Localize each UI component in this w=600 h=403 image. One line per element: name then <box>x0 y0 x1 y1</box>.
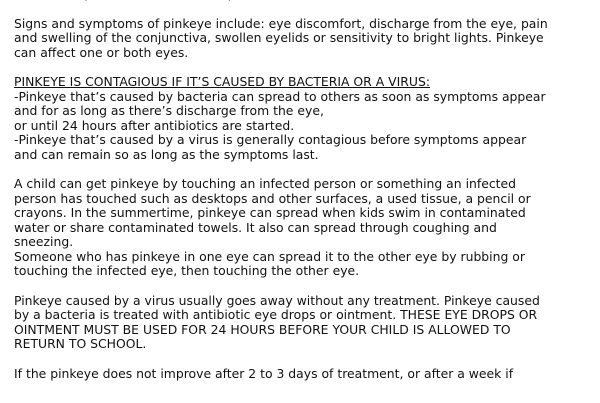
symptoms-line: Signs and symptoms of pinkeye include: eye discomfort, discharge from the eye, pain <box>14 15 548 31</box>
spread-paragraph <box>14 177 600 279</box>
spread-line: water or share contaminated towels. It also can spread through coughing and <box>14 219 497 235</box>
paragraph-gap <box>14 60 600 75</box>
paragraph-gap <box>14 279 600 294</box>
contagious-line: -Pinkeye that’s caused by bacteria can spread to others as soon as symptoms appear <box>14 88 546 104</box>
spread-line: touching the infected eye, then touching the other eye. <box>14 263 360 278</box>
spread-line: person has touched such as desktops and other surfaces, a used tissue, a pencil or <box>14 190 531 206</box>
spread-line: Someone who has pinkeye in one eye can spread it to the other eye by rubbing or <box>14 248 525 264</box>
spread-line: A child can get pinkeye by touching an infected person or something an infected <box>14 176 517 191</box>
paragraph-gap <box>14 2 600 17</box>
treatment-paragraph <box>14 294 600 352</box>
contagious-line: or until 24 hours after antibiotics are started. <box>14 117 295 133</box>
closing-line: If the pinkeye does not improve after 2 to 3 days of treatment, or after a week if <box>14 365 514 381</box>
treatment-line: OINTMENT MUST BE USED FOR 24 HOURS BEFORE YOUR CHILD IS ALLOWED TO <box>14 321 511 337</box>
contagious-line: and for as long as there’s discharge from the eye, <box>14 103 324 118</box>
contagious-line: and can remain so as long as the symptoms last. <box>14 146 319 162</box>
spread-line: sneezing. <box>14 234 74 249</box>
symptoms-line: and swelling of the conjunctiva, swollen eyelids or sensitivity to bright lights. Pinkeye <box>14 30 544 45</box>
spread-line: crayons. In the summertime, pinkeye can spread when kids swim in contaminated <box>14 205 526 220</box>
paragraph-gap <box>14 352 600 367</box>
contagious-section <box>14 75 600 162</box>
treatment-line: RETURN TO SCHOOL. <box>14 336 147 351</box>
document-page <box>14 0 600 381</box>
symptoms-line: can affect one or both eyes. <box>14 44 189 60</box>
treatment-line: by a bacteria is treated with antibiotic eye drops or ointment. THESE EYE DROPS OR <box>14 307 538 322</box>
symptoms-paragraph <box>14 17 600 61</box>
contagious-heading: PINKEYE IS CONTAGIOUS IF IT’S CAUSED BY BACTERIA OR A VIRUS: <box>14 74 430 89</box>
treatment-line: Pinkeye caused by a virus usually goes away without any treatment. Pinkeye caused <box>14 292 540 308</box>
paragraph-gap <box>14 162 600 177</box>
contagious-line: -Pinkeye that’s caused by a virus is generally contagious before symptoms appear <box>14 132 527 147</box>
